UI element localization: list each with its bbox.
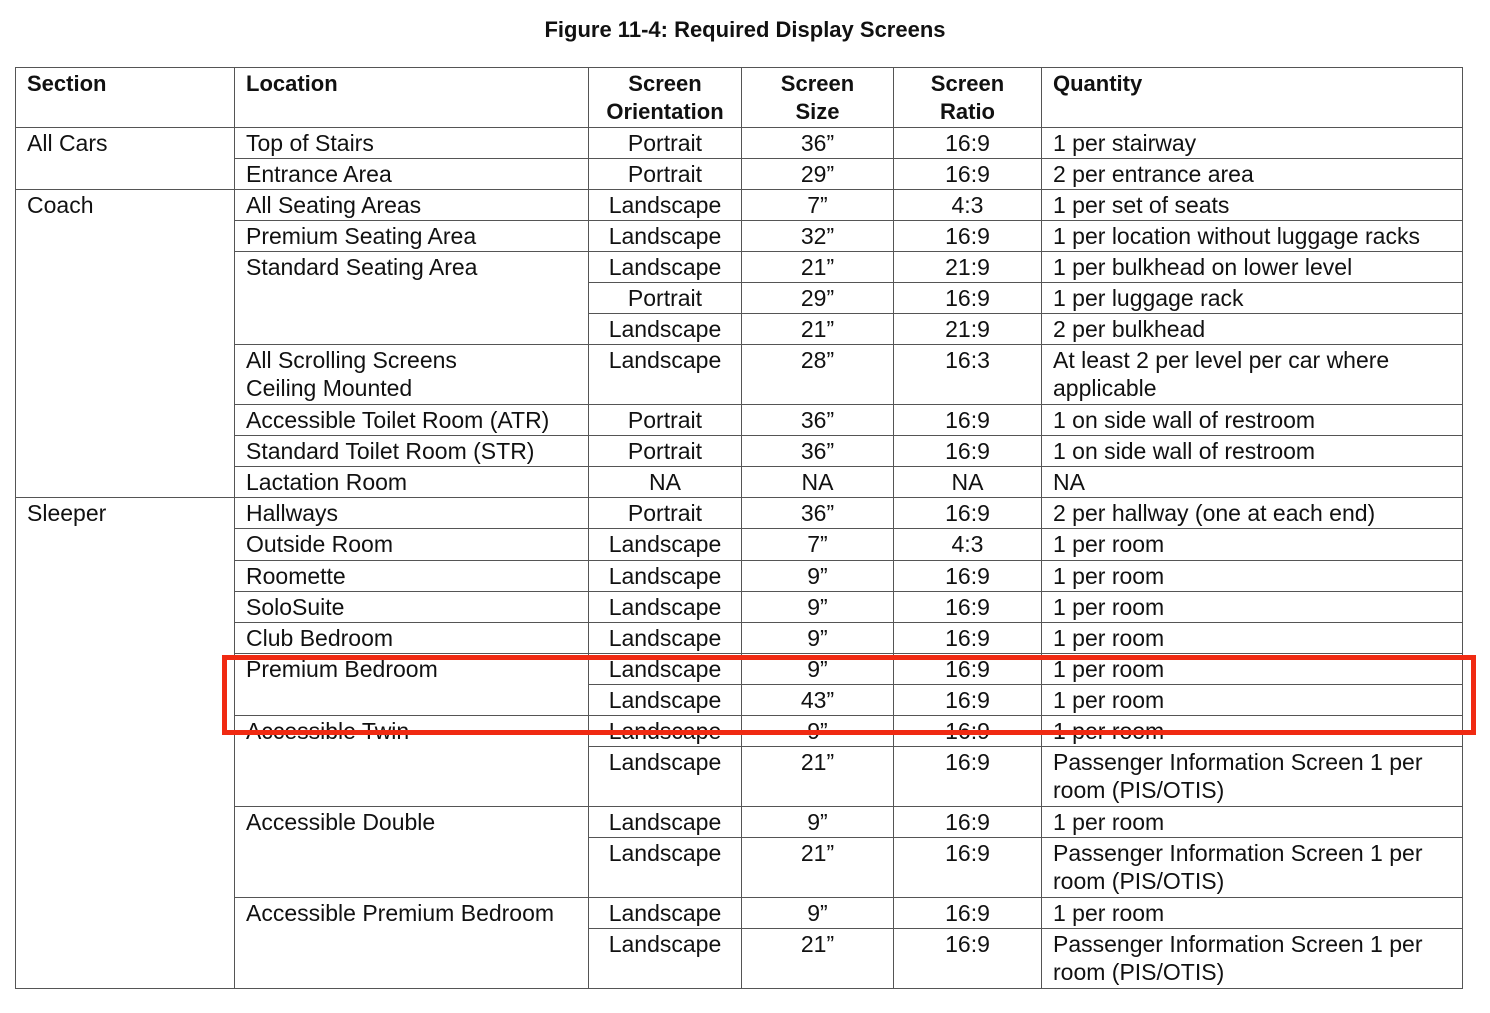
ratio-cell: 16:9 [894, 405, 1042, 436]
size-cell: 36” [742, 498, 894, 529]
location-cell: All Seating Areas [235, 190, 589, 221]
ratio-cell: 16:9 [894, 654, 1042, 685]
orientation-cell: Landscape [589, 685, 742, 716]
orientation-cell: Landscape [589, 654, 742, 685]
quantity-cell: 1 per room [1042, 623, 1463, 654]
header-row [16, 68, 1463, 128]
size-cell: 7” [742, 190, 894, 221]
orientation-cell: Landscape [589, 716, 742, 747]
table-row [16, 128, 1463, 159]
ratio-cell: 16:9 [894, 929, 1042, 989]
ratio-cell: 16:9 [894, 623, 1042, 654]
ratio-cell: 4:3 [894, 529, 1042, 561]
quantity-cell: 2 per hallway (one at each end) [1042, 498, 1463, 529]
quantity-cell: Passenger Information Screen 1 per room (PIS/OTIS) [1042, 929, 1463, 989]
orientation-cell: Landscape [589, 221, 742, 252]
size-cell: 9” [742, 623, 894, 654]
ratio-cell: 16:9 [894, 221, 1042, 252]
orientation-cell: Landscape [589, 838, 742, 898]
display-screens-table [15, 67, 1463, 989]
figure-title: Figure 11-4: Required Display Screens [544, 17, 946, 42]
location-cell: Club Bedroom [235, 623, 589, 654]
ratio-cell: 16:9 [894, 592, 1042, 623]
size-cell: 21” [742, 747, 894, 807]
section-cell: All Cars [16, 128, 235, 190]
size-cell: 21” [742, 838, 894, 898]
header-location: Location [235, 68, 589, 128]
quantity-cell: 1 per room [1042, 654, 1463, 685]
section-cell: Sleeper [16, 498, 235, 989]
ratio-cell: 4:3 [894, 190, 1042, 221]
size-cell: 9” [742, 807, 894, 838]
orientation-cell: Landscape [589, 807, 742, 838]
orientation-cell: Landscape [589, 529, 742, 561]
quantity-cell: 1 per set of seats [1042, 190, 1463, 221]
ratio-cell: 16:9 [894, 716, 1042, 747]
location-cell: Premium Seating Area [235, 221, 589, 252]
orientation-cell: Portrait [589, 128, 742, 159]
header-screen-size: Screen Size [742, 68, 894, 128]
orientation-cell: Landscape [589, 314, 742, 345]
ratio-cell: 16:9 [894, 685, 1042, 716]
header-screen-ratio: Screen Ratio [894, 68, 1042, 128]
size-cell: 36” [742, 436, 894, 467]
size-cell: 21” [742, 929, 894, 989]
size-cell: 7” [742, 529, 894, 561]
quantity-cell: 1 per location without luggage racks [1042, 221, 1463, 252]
quantity-cell: 1 per room [1042, 592, 1463, 623]
orientation-cell: Landscape [589, 252, 742, 283]
ratio-cell: 21:9 [894, 252, 1042, 283]
size-cell: 21” [742, 252, 894, 283]
location-cell: Accessible Toilet Room (ATR) [235, 405, 589, 436]
quantity-cell: 1 per room [1042, 807, 1463, 838]
ratio-cell: 16:9 [894, 561, 1042, 592]
ratio-cell: 16:9 [894, 283, 1042, 314]
location-cell: Roomette [235, 561, 589, 592]
quantity-cell: 2 per bulkhead [1042, 314, 1463, 345]
ratio-cell: 16:9 [894, 807, 1042, 838]
table-row [16, 498, 1463, 529]
orientation-cell: Landscape [589, 623, 742, 654]
orientation-cell: NA [589, 467, 742, 498]
size-cell: 21” [742, 314, 894, 345]
location-cell: Standard Toilet Room (STR) [235, 436, 589, 467]
size-cell: 9” [742, 561, 894, 592]
location-cell: Accessible Premium Bedroom [235, 898, 589, 989]
location-cell: Hallways [235, 498, 589, 529]
quantity-cell: 1 per room [1042, 685, 1463, 716]
ratio-cell: 16:9 [894, 747, 1042, 807]
header-section: Section [16, 68, 235, 128]
ratio-cell: 16:9 [894, 838, 1042, 898]
ratio-cell: 16:9 [894, 128, 1042, 159]
quantity-cell: NA [1042, 467, 1463, 498]
orientation-cell: Portrait [589, 405, 742, 436]
location-cell: Accessible Twin [235, 716, 589, 807]
orientation-cell: Portrait [589, 498, 742, 529]
quantity-cell: 1 on side wall of restroom [1042, 405, 1463, 436]
quantity-cell: 2 per entrance area [1042, 159, 1463, 190]
orientation-cell: Portrait [589, 436, 742, 467]
ratio-cell: 16:3 [894, 345, 1042, 405]
quantity-cell: 1 on side wall of restroom [1042, 436, 1463, 467]
quantity-cell: 1 per room [1042, 561, 1463, 592]
orientation-cell: Landscape [589, 190, 742, 221]
size-cell: 9” [742, 592, 894, 623]
orientation-cell: Landscape [589, 592, 742, 623]
header-screen-orientation: Screen Orientation [589, 68, 742, 128]
ratio-cell: 16:9 [894, 898, 1042, 929]
orientation-cell: Landscape [589, 345, 742, 405]
quantity-cell: 1 per stairway [1042, 128, 1463, 159]
ratio-cell: NA [894, 467, 1042, 498]
ratio-cell: 21:9 [894, 314, 1042, 345]
size-cell: 29” [742, 283, 894, 314]
size-cell: 9” [742, 716, 894, 747]
section-cell: Coach [16, 190, 235, 498]
quantity-cell: At least 2 per level per car where applicable [1042, 345, 1463, 405]
orientation-cell: Landscape [589, 561, 742, 592]
orientation-cell: Landscape [589, 898, 742, 929]
location-cell: All Scrolling Screens Ceiling Mounted [235, 345, 589, 405]
ratio-cell: 16:9 [894, 498, 1042, 529]
size-cell: 9” [742, 654, 894, 685]
size-cell: 36” [742, 405, 894, 436]
header-quantity: Quantity [1042, 68, 1463, 128]
orientation-cell: Portrait [589, 159, 742, 190]
location-cell: Outside Room [235, 529, 589, 561]
location-cell: Accessible Double [235, 807, 589, 898]
orientation-cell: Portrait [589, 283, 742, 314]
location-cell: Standard Seating Area [235, 252, 589, 345]
size-cell: 32” [742, 221, 894, 252]
location-cell: Lactation Room [235, 467, 589, 498]
location-cell: Top of Stairs [235, 128, 589, 159]
table-row [16, 190, 1463, 221]
size-cell: 29” [742, 159, 894, 190]
size-cell: NA [742, 467, 894, 498]
size-cell: 28” [742, 345, 894, 405]
quantity-cell: 1 per luggage rack [1042, 283, 1463, 314]
location-cell: Premium Bedroom [235, 654, 589, 716]
quantity-cell: Passenger Information Screen 1 per room (PIS/OTIS) [1042, 747, 1463, 807]
size-cell: 36” [742, 128, 894, 159]
quantity-cell: 1 per bulkhead on lower level [1042, 252, 1463, 283]
location-cell: Entrance Area [235, 159, 589, 190]
quantity-cell: 1 per room [1042, 529, 1463, 561]
quantity-cell: 1 per room [1042, 898, 1463, 929]
size-cell: 43” [742, 685, 894, 716]
ratio-cell: 16:9 [894, 436, 1042, 467]
location-cell: SoloSuite [235, 592, 589, 623]
orientation-cell: Landscape [589, 747, 742, 807]
ratio-cell: 16:9 [894, 159, 1042, 190]
quantity-cell: Passenger Information Screen 1 per room (PIS/OTIS) [1042, 838, 1463, 898]
size-cell: 9” [742, 898, 894, 929]
quantity-cell: 1 per room [1042, 716, 1463, 747]
orientation-cell: Landscape [589, 929, 742, 989]
